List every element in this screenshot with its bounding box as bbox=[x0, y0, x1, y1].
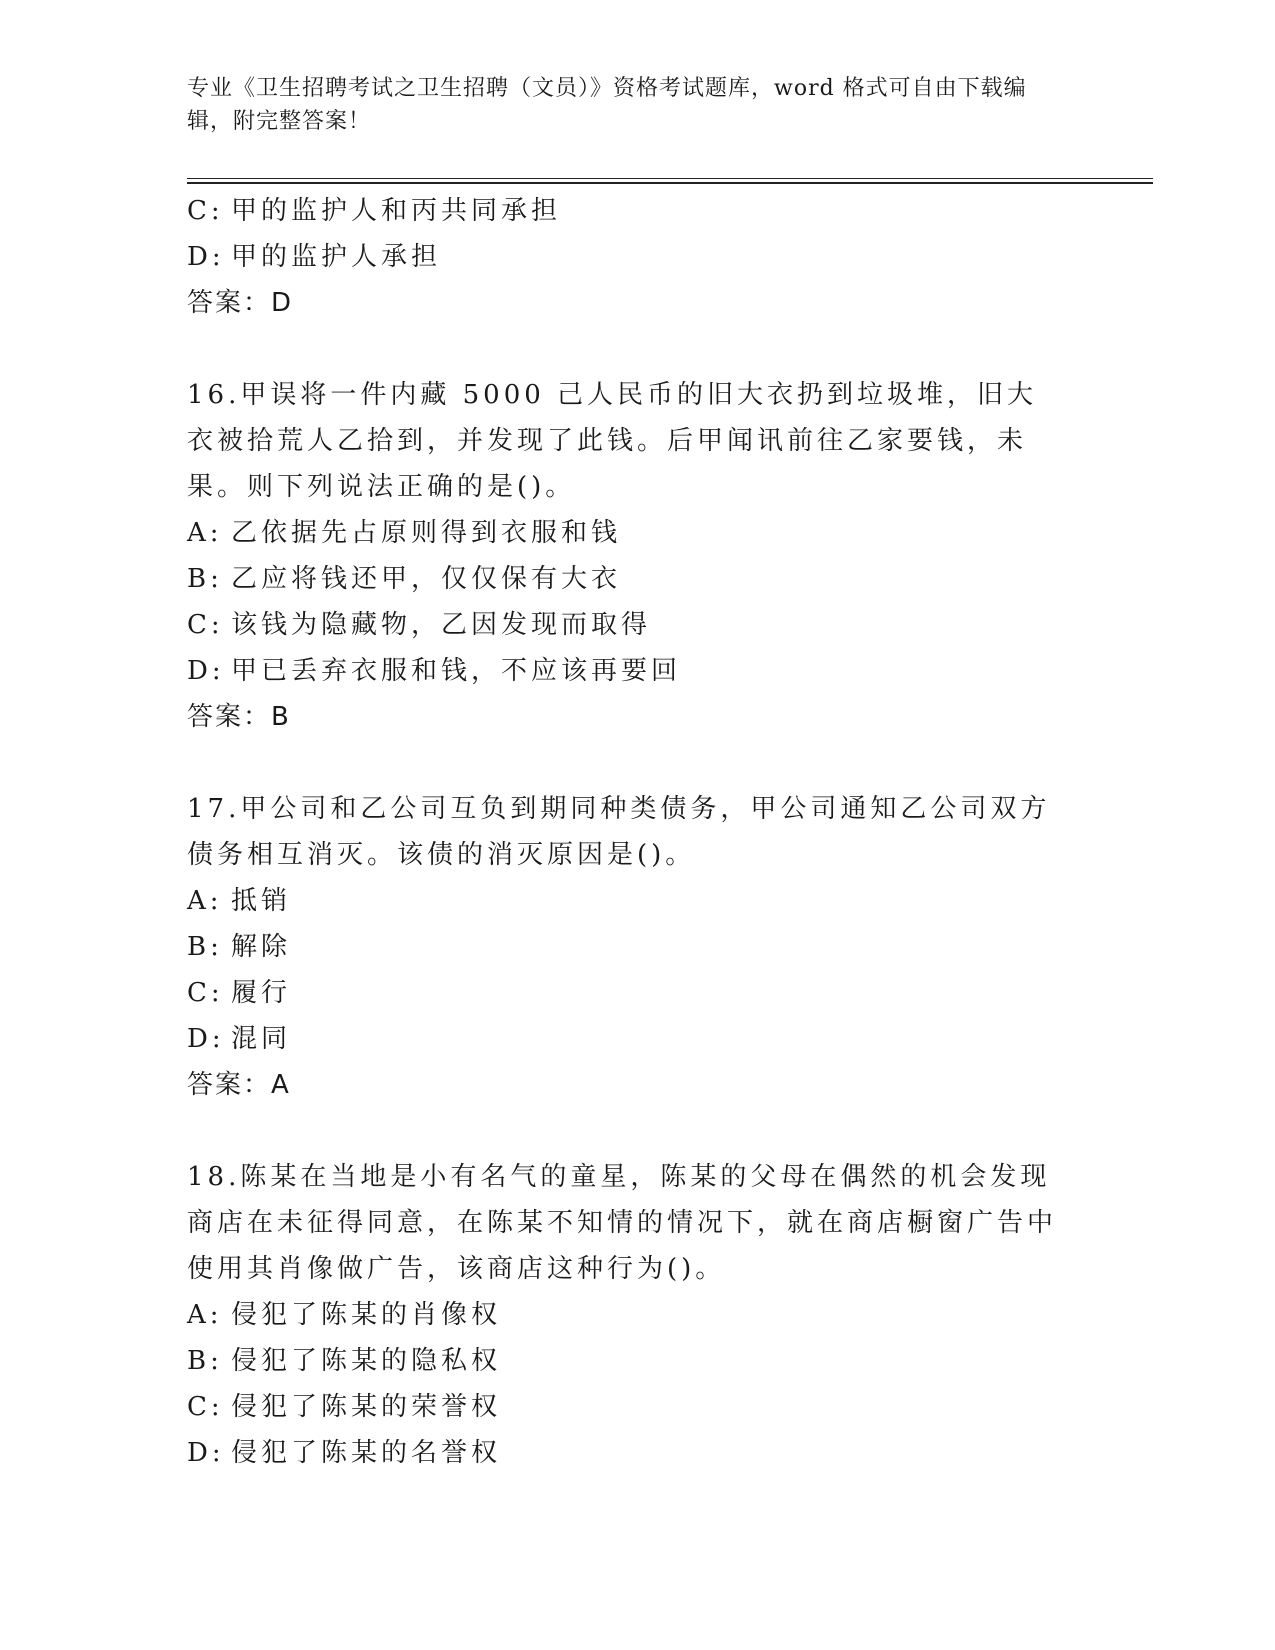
option-d: D: 甲的监护人承担 bbox=[187, 242, 442, 272]
header-divider-thin bbox=[187, 178, 1153, 179]
option-c: C: 侵犯了陈某的荣誉权 bbox=[187, 1392, 502, 1422]
option-a: A: 侵犯了陈某的肖像权 bbox=[187, 1300, 502, 1330]
option-d: D: 混同 bbox=[187, 1024, 292, 1054]
answer-line: 答案：A bbox=[187, 1070, 291, 1100]
option-b: B: 乙应将钱还甲，仅仅保有大衣 bbox=[187, 564, 622, 594]
question-18-text: 18.陈某在当地是小有名气的童星，陈某的父母在偶然的机会发现商店在未征得同意，在陈某不知情的情况下，就在商店橱窗广告中使用其肖像做广告，该商店这种行为()。 bbox=[187, 1162, 1058, 1284]
option-b: B: 解除 bbox=[187, 932, 292, 962]
question-content bbox=[187, 188, 1087, 1476]
option-c: C: 甲的监护人和丙共同承担 bbox=[187, 196, 562, 226]
option-c: C: 该钱为隐藏物，乙因发现而取得 bbox=[187, 610, 652, 640]
option-c: C: 履行 bbox=[187, 978, 292, 1008]
question-16-text: 16.甲误将一件内藏 5000 己人民币的旧大衣扔到垃圾堆，旧大衣被拾荒人乙拾到，并发现了此钱。后甲闻讯前往乙家要钱，未果。则下列说法正确的是()。 bbox=[187, 380, 1038, 502]
question-17-text: 17.甲公司和乙公司互负到期同种类债务，甲公司通知乙公司双方债务相互消灭。该债的消灭原因是()。 bbox=[187, 794, 1051, 870]
option-d: D: 甲已丢弃衣服和钱，不应该再要回 bbox=[187, 656, 682, 686]
option-a: A: 乙依据先占原则得到衣服和钱 bbox=[187, 518, 622, 548]
answer-line: 答案：D bbox=[187, 288, 294, 318]
option-b: B: 侵犯了陈某的隐私权 bbox=[187, 1346, 502, 1376]
page-header: 专业《卫生招聘考试之卫生招聘（文员）》资格考试题库，word 格式可自由下载编辑，附完整答案！ bbox=[187, 76, 1027, 134]
answer-line: 答案：B bbox=[187, 702, 291, 732]
option-d: D: 侵犯了陈某的名誉权 bbox=[187, 1438, 502, 1468]
option-a: A: 抵销 bbox=[187, 886, 292, 916]
header-divider-thick bbox=[187, 182, 1153, 184]
